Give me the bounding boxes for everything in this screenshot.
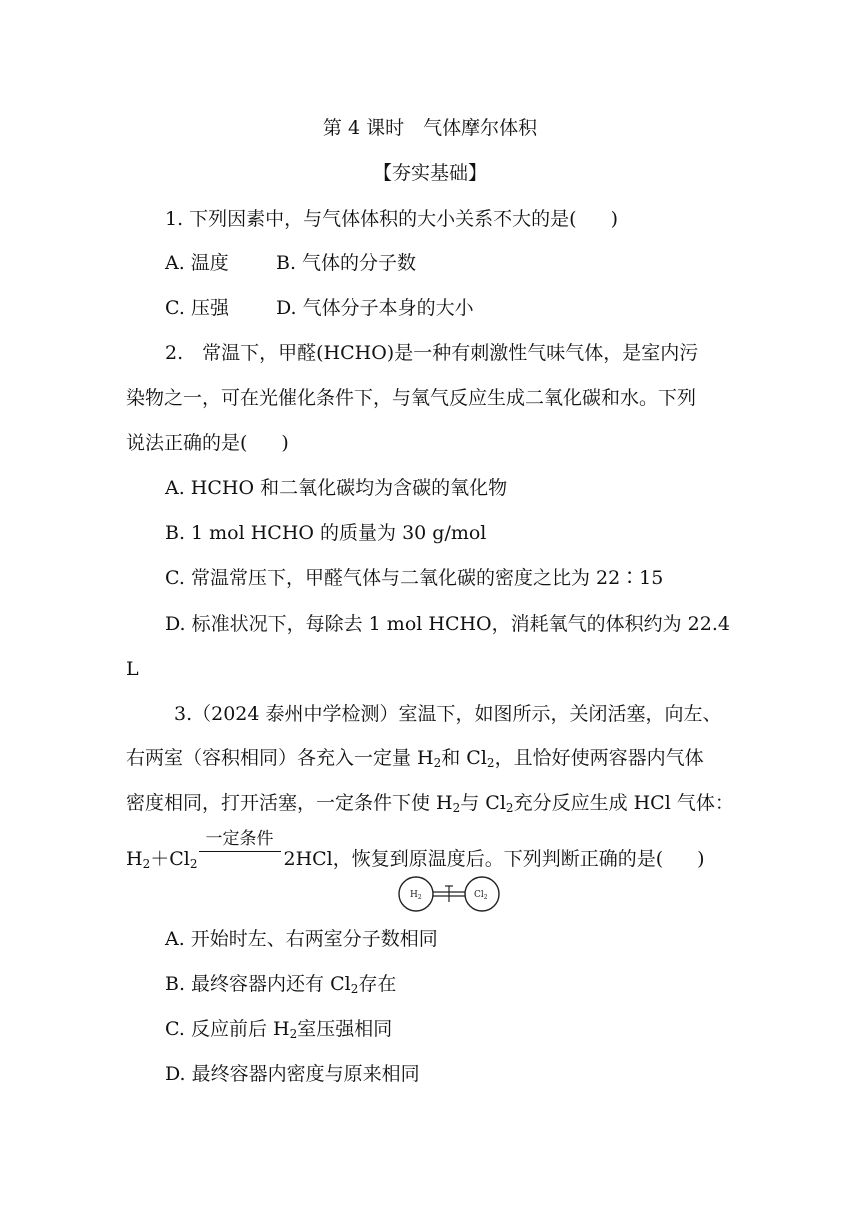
- flask-left-label: $H_2$: [410, 890, 422, 901]
- q1-option-c: C. 压强: [165, 297, 229, 319]
- q2-stem-line2: 染物之一，可在光催化条件下，与氧气反应生成二氧化碳和水。下列: [126, 387, 697, 409]
- q1-option-d: D. 气体分子本身的大小: [276, 297, 474, 319]
- q2-option-d-cont: L: [126, 658, 139, 680]
- two-chamber-diagram: [396, 872, 504, 916]
- q2-stem-line1: 2. 常温下，甲醛(HCHO)是一种有刺激性气味气体，是室内污: [165, 342, 699, 364]
- reaction-condition-arrow: 一定条件: [199, 841, 281, 865]
- flask-right-label: $Cl_2$: [474, 890, 488, 901]
- apparatus-figure: [396, 872, 504, 920]
- q1-option-b: B. 气体的分子数: [276, 252, 417, 274]
- q2-option-c: C. 常温常压下，甲醛气体与二氧化碳的密度之比为 22∶15: [165, 567, 664, 589]
- lesson-title: 第 4 课时 气体摩尔体积: [322, 117, 538, 139]
- q2-option-b: B. 1 mol HCHO 的质量为 30 g/mol: [165, 522, 487, 544]
- q3-option-b: B. 最终容器内还有 $Cl_2$存在: [165, 973, 397, 996]
- q3-option-c: C. 反应前后 $H_2$室压强相同: [165, 1018, 393, 1041]
- q3-stem-line3: 密度相同，打开活塞，一定条件下使 $H_2$与 $Cl_2$充分反应生成 HCl 气体：: [126, 792, 734, 815]
- q3-stem-line1: 3.（2024 泰州中学检测）室温下，如图所示，关闭活塞，向左、: [174, 703, 722, 725]
- q3-stem-line2: 右两室（容积相同）各充入一定量 $H_2$和 $Cl_2$，且恰好使两容器内气体: [126, 747, 704, 770]
- q3-option-a: A. 开始时左、右两室分子数相同: [165, 928, 438, 950]
- q2-stem-line3: 说法正确的是( ): [126, 432, 289, 454]
- q3-option-d: D. 最终容器内密度与原来相同: [165, 1063, 420, 1085]
- section-heading: 【夯实基础】: [372, 162, 487, 184]
- q1-stem: 1. 下列因素中，与气体体积的大小关系不大的是( ): [165, 208, 619, 230]
- q2-option-d: D. 标准状况下，每除去 1 mol HCHO，消耗氧气的体积约为 22.4: [165, 613, 730, 635]
- q2-option-a: A. HCHO 和二氧化碳均为含碳的氧化物: [165, 477, 508, 499]
- q3-equation-line: $H_2+Cl_2$ 一定条件 2HCl，恢复到原温度后。下列判断正确的是( ): [126, 829, 705, 871]
- q1-option-a: A. 温度: [165, 252, 229, 274]
